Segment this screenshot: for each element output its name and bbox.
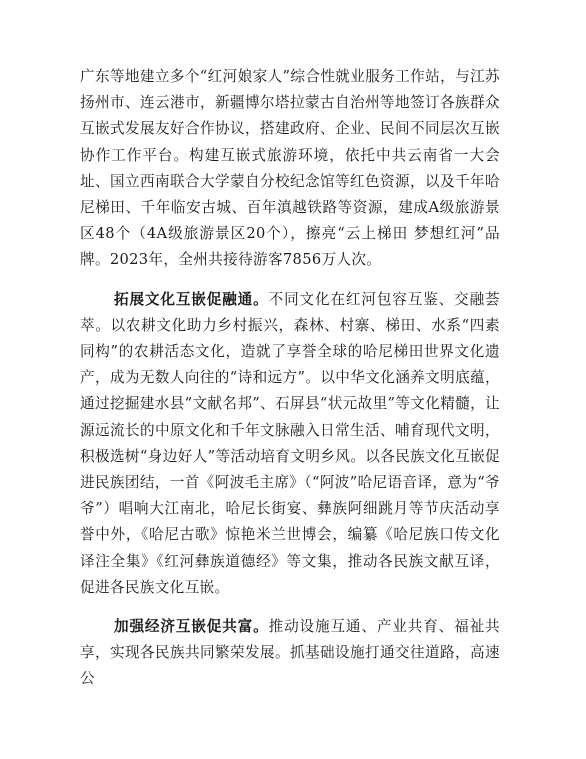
document-page — [80, 64, 500, 693]
paragraph-economy — [80, 614, 500, 693]
paragraph-body: 推动设施互通、产业共育、福祉共享，实现各民族共同繁荣发展。抓基础设施打通交往道路，高速公 — [80, 618, 500, 688]
paragraph-tourism — [80, 64, 500, 274]
paragraph-lead: 拓展文化互嵌促融通。 — [114, 290, 269, 308]
paragraph-culture — [80, 287, 500, 601]
paragraph-body: 广东等地建立多个“红河娘家人”综合性就业服务工作站，与江苏扬州市、连云港市，新疆博尔塔拉蒙古自治州等地签订各族群众互嵌式发展友好合作协议，搭建政府、企业、民间不同层次互嵌协作工作平台。构建互嵌式旅游环境，依托中共云南省一大会址、国立西南联合大学蒙自分校纪念馆等红色资源，以及千年哈尼梯田、千年临安古城、百年滇越铁路等资源，建成A级旅游景区48个（4A级旅游景区20个），擦亮“云上梯田 梦想红河”品牌。2023年，全州共接待游客7856万人次。 — [80, 68, 500, 269]
paragraph-lead: 加强经济互嵌促共富。 — [114, 618, 269, 636]
paragraph-body: 不同文化在红河包容互鉴、交融荟萃。以农耕文化助力乡村振兴，森林、村寨、梯田、水系“四素同构”的农耕活态文化，造就了享誉全球的哈尼梯田世界文化遗产，成为无数人向往的“诗和远方”。以中华文化涵养文明底蕴，通过挖掘建水县“文献名邦”、石屏县“状元故里”等文化精髓，让源远流长的中原文化和千年文脉融入日常生活、哺育现代文明，积极选树“身边好人”等活动培育文明乡风。以各民族文化互嵌促进民族团结，一首《阿波毛主席》（“阿波”哈尼语音译，意为“爷爷”）唱响大江南北，哈尼长街宴、彝族阿细跳月等节庆活动享誉中外，《哈尼古歌》惊艳米兰世博会，编纂《哈尼族口传文化译注全集》《红河彝族道德经》等文集，推动各民族文献互译，促进各民族文化互嵌。 — [80, 290, 500, 596]
